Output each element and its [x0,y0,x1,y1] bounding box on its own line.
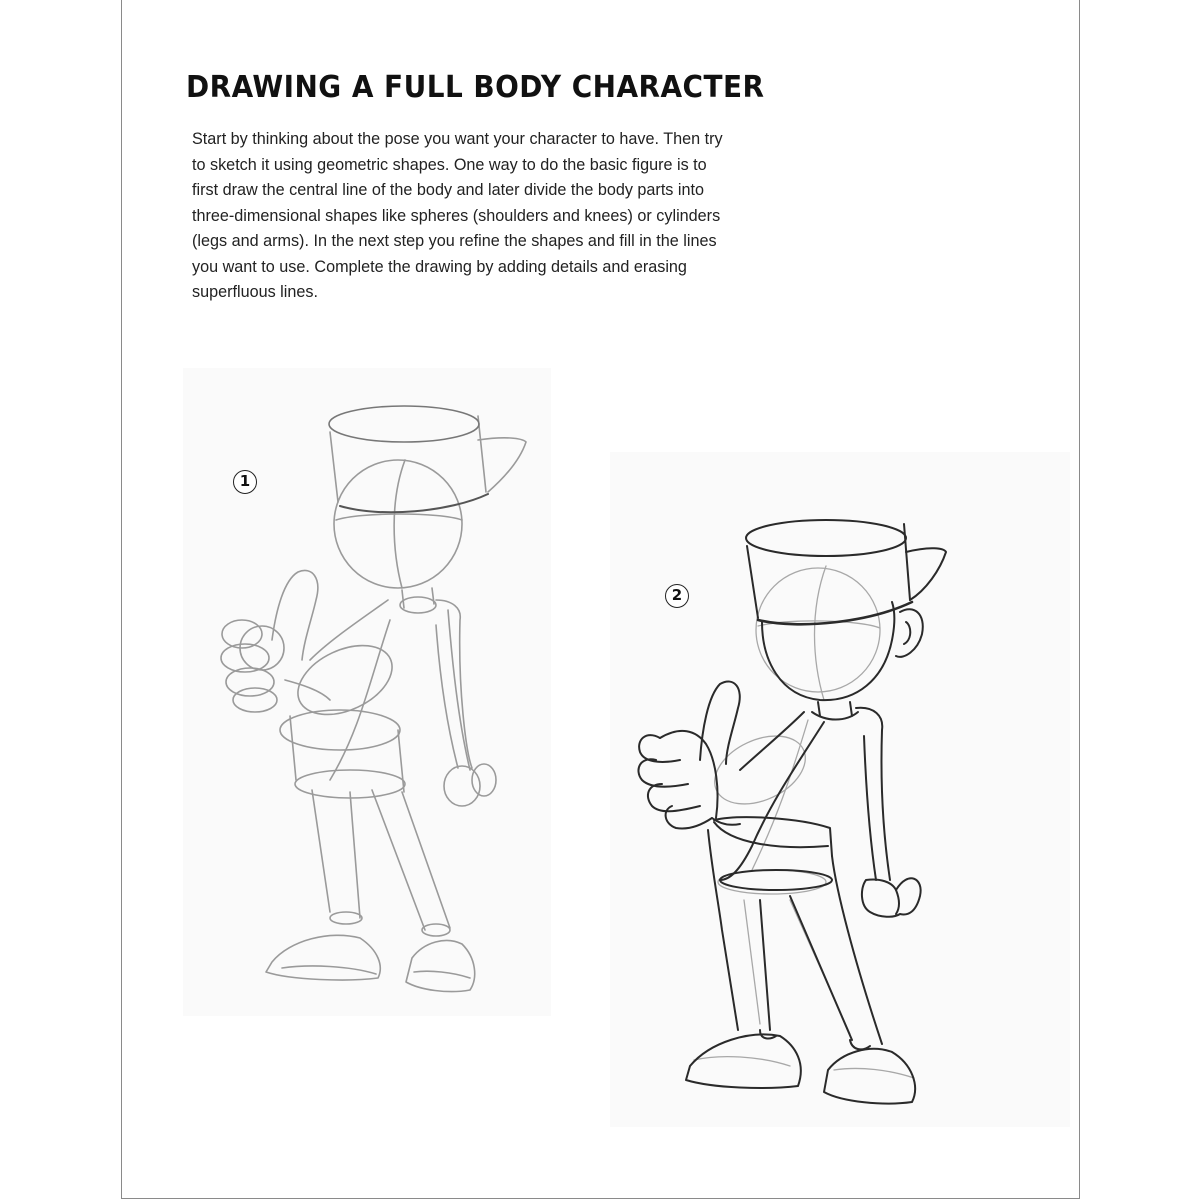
ear-inner [904,622,910,644]
step-2-badge: 2 [665,584,689,608]
fist-right-refined [862,878,921,917]
head-refined [762,602,894,700]
pants-left [708,830,738,1030]
cap-top-refined [746,520,906,556]
leg-left [312,790,360,918]
leg-guides [744,900,850,1034]
step-1-badge: 1 [233,470,257,494]
shoe-left [266,935,380,980]
cap-crown-refined [747,524,910,618]
cap-band-refined [758,602,912,624]
pelvis [290,716,404,792]
shoe-right-refined [824,1049,915,1104]
pants-mid [760,900,770,1030]
leg-right [372,790,450,930]
wrist [285,680,330,700]
cap-band [340,494,488,512]
head-eye-line [336,514,462,520]
belly [280,710,400,750]
cap-crown [330,416,486,502]
head-center-line [394,460,405,588]
fist-right [444,766,480,806]
shirt-left [740,712,804,770]
hand-back [660,731,718,818]
page-title: DRAWING A FULL BODY CHARACTER [186,70,765,105]
pants-right [790,856,882,1044]
finger-r3 [648,784,700,811]
belt [714,822,828,847]
cap-top [329,406,479,442]
shoe-guides [694,1057,914,1078]
finger-4 [233,688,277,712]
thumb [272,570,318,660]
ankle-right [850,1040,870,1049]
neck [400,597,436,613]
neck-refined [818,702,852,716]
shoe-right [406,940,475,991]
head-guide-line [815,566,827,700]
finger-r2 [638,759,688,786]
shoe-lines [282,966,470,978]
cap-visor-refined [906,548,946,600]
sleeve-inner [864,736,876,880]
shirt-front [720,722,824,880]
arm-right [436,610,470,770]
sketch-step-1 [221,406,526,992]
intro-paragraph: Start by thinking about the pose you want your character to have. Then try to sketch it using geometric shapes. One way to do the basic figure is to first draw the central line of the body and later divide the body parts into three-dimensional shapes like spheres (shoulders and knees) or cylinders (legs and arms). In the next step you refine the shapes and fill in the lines you want to use. Complete the drawing by adding details and erasing superfluous lines. [192,130,723,301]
fist-right-knuckles [896,890,899,914]
pants-hem [720,870,832,890]
torso-line [330,620,390,780]
shoe-left-refined [686,1034,801,1088]
chest-guide [704,723,816,818]
torso-left [310,600,388,660]
finger-r1 [639,735,680,762]
fist-right-b [472,764,496,796]
knee-right [422,924,450,936]
sketch-step-2 [638,520,946,1104]
knee-left [330,912,362,924]
